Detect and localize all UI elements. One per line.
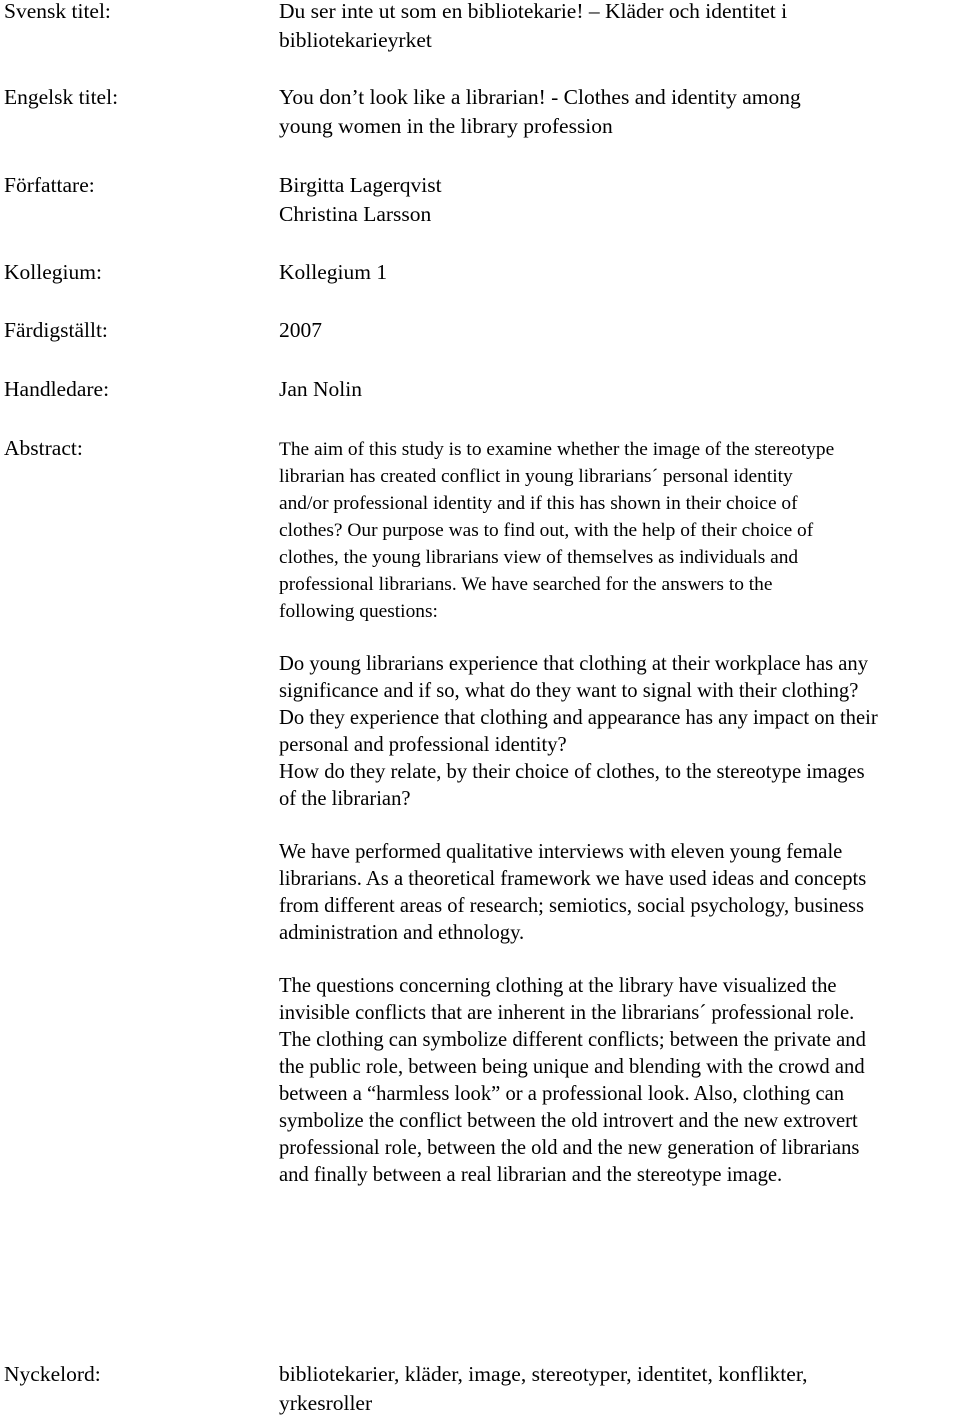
swedish-title-line: Du ser inte ut som en bibliotekarie! – Kläder och identitet i: [279, 0, 788, 23]
abstract-body: [279, 436, 959, 1189]
keywords-line: yrkesroller: [279, 1391, 373, 1415]
english-title-value: [279, 83, 949, 141]
abstract-line: Do they experience that clothing and appearance has any impact on their: [279, 707, 878, 729]
abstract-line: personal and professional identity?: [279, 734, 567, 756]
keywords-label: Nyckelord:: [4, 1362, 101, 1386]
paragraph-gap: [279, 813, 959, 839]
abstract-line: professional role, between the old and the new generation of librarians: [279, 1137, 860, 1159]
abstract-line: librarian has created conflict in young librarians´ personal identity: [279, 466, 793, 487]
abstract-paragraph: [279, 436, 959, 625]
swedish-title-value: [279, 0, 949, 55]
kollegium-value: Kollegium 1: [279, 260, 388, 284]
abstract-paragraph: [279, 839, 959, 947]
swedish-title-line: bibliotekarieyrket: [279, 28, 432, 52]
abstract-line: librarians. As a theoretical framework we have used ideas and concepts: [279, 868, 867, 890]
abstract-line: and finally between a real librarian and the stereotype image.: [279, 1164, 783, 1186]
abstract-line: significance and if so, what do they want to signal with their clothing?: [279, 680, 859, 702]
abstract-line: The aim of this study is to examine whether the image of the stereotype: [279, 439, 835, 460]
kollegium-label: Kollegium:: [4, 260, 102, 284]
abstract-line: the public role, between being unique and blending with the crowd and: [279, 1056, 865, 1078]
keywords-line: bibliotekarier, kläder, image, stereotyper, identitet, konflikter,: [279, 1362, 808, 1386]
completed-value: 2007: [279, 318, 322, 342]
abstract-line: following questions:: [279, 601, 438, 622]
abstract-line: How do they relate, by their choice of clothes, to the stereotype images: [279, 761, 865, 783]
abstract-line: and/or professional identity and if this has shown in their choice of: [279, 493, 798, 514]
abstract-line: The questions concerning clothing at the library have visualized the: [279, 975, 837, 997]
abstract-label: Abstract:: [4, 436, 83, 460]
abstract-line: from different areas of research; semiotics, social psychology, business: [279, 895, 865, 917]
abstract-line: professional librarians. We have searched for the answers to the: [279, 574, 773, 595]
author-name: Christina Larsson: [279, 202, 432, 226]
english-title-line: young women in the library profession: [279, 114, 613, 138]
swedish-title-label: Svensk titel:: [4, 0, 111, 23]
completed-label: Färdigställt:: [4, 318, 108, 342]
abstract-line: administration and ethnology.: [279, 922, 525, 944]
english-title-line: You don’t look like a librarian! - Clothes and identity among: [279, 85, 801, 109]
abstract-line: Do young librarians experience that clothing at their workplace has any: [279, 653, 869, 675]
supervisor-label: Handledare:: [4, 377, 110, 401]
authors-label: Författare:: [4, 173, 95, 197]
abstract-line: symbolize the conflict between the old introvert and the new extrovert: [279, 1110, 858, 1132]
abstract-line: The clothing can symbolize different conflicts; between the private and: [279, 1029, 866, 1051]
abstract-line: invisible conflicts that are inherent in the librarians´ professional role.: [279, 1002, 855, 1024]
supervisor-value: Jan Nolin: [279, 377, 363, 401]
english-title-label: Engelsk titel:: [4, 85, 119, 109]
abstract-paragraph: [279, 973, 959, 1189]
abstract-paragraph: [279, 651, 959, 813]
paragraph-gap: [279, 947, 959, 973]
abstract-line: of the librarian?: [279, 788, 411, 810]
author-name: Birgitta Lagerqvist: [279, 173, 442, 197]
paragraph-gap: [279, 625, 959, 651]
keywords-value: [279, 1360, 949, 1418]
abstract-line: We have performed qualitative interviews with eleven young female: [279, 841, 843, 863]
abstract-line: between a “harmless look” or a professional look. Also, clothing can: [279, 1083, 845, 1105]
authors-value: [279, 171, 949, 229]
abstract-line: clothes? Our purpose was to find out, with the help of their choice of: [279, 520, 814, 541]
abstract-line: clothes, the young librarians view of themselves as individuals and: [279, 547, 799, 568]
